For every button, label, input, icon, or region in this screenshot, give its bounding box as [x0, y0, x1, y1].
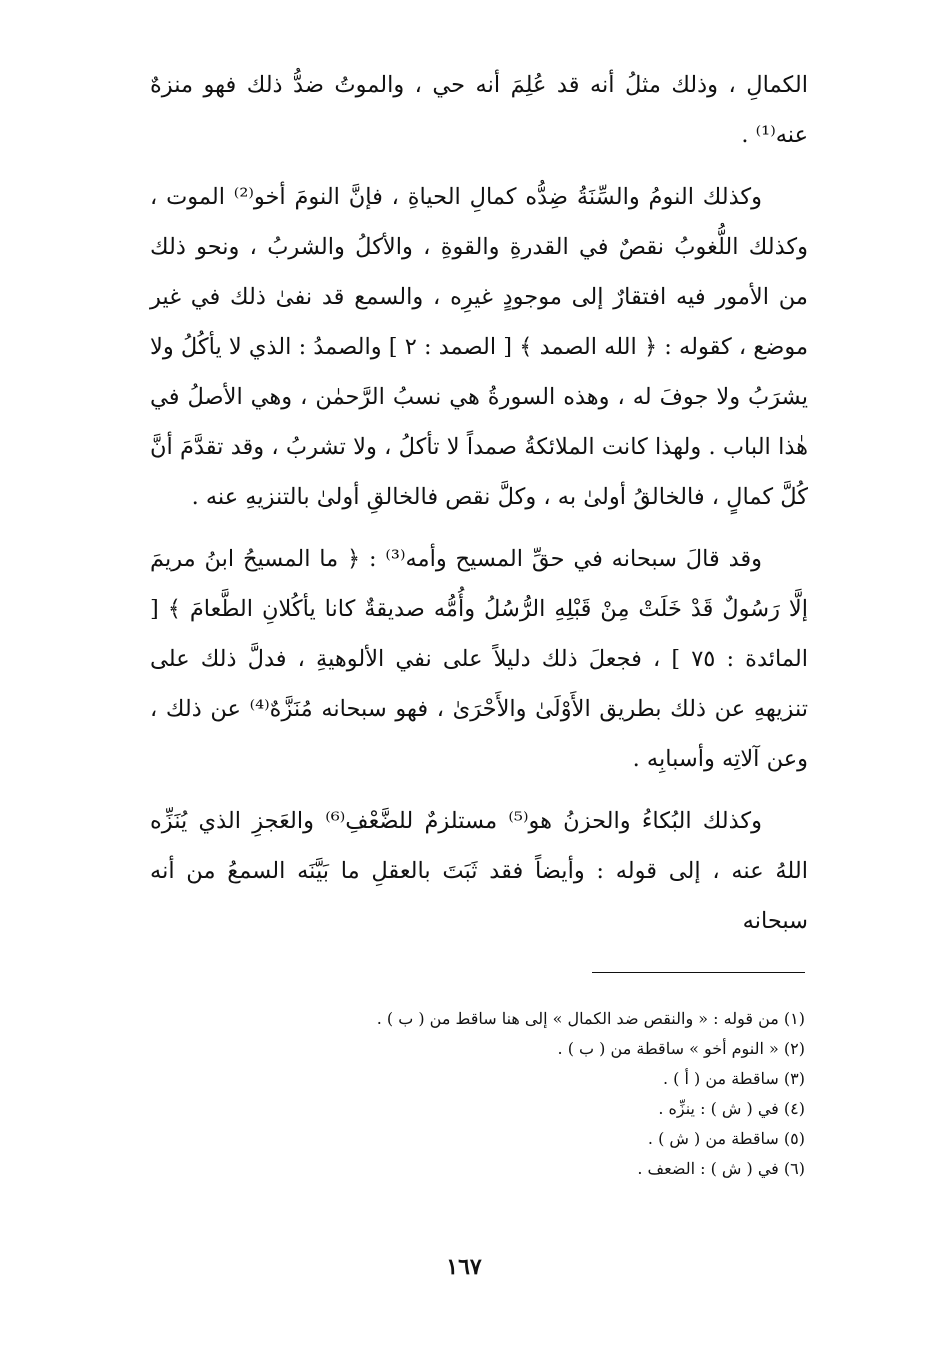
footnote-item: (٥) ساقطة من ( ش ) . [647, 1129, 805, 1148]
footnote-item: (٢) « النوم أخو » ساقطة من ( ب ) . [557, 1039, 805, 1058]
main-text-body [150, 60, 808, 946]
footnote-separator [592, 972, 805, 973]
paragraph-sleep-slumber: وكذلك النومُ والسِّنَةُ ضِدُّه كمالِ الحياةِ ، فإنَّ النومَ أخو⁽²⁾ الموت ، وكذلك اللُّغوبُ نقصٌ في القدرةِ والقوةِ ، والأكلُ والشربُ ، ونحو ذلك من الأمور فيه افتقارٌ إلى موجودٍ غيرِه ، والسمع قد نفىٰ ذلك في غير موضع ، كقوله : ﴿ الله الصمد ﴾ [ الصمد : ٢ ] والصمدُ : الذي لا يأكُلُ ولا يشرَبُ ولا جوفَ له ، وهذه السورةُ هي نسبُ الرَّحمٰن ، وهي الأصلُ في هٰذا الباب . ولهذا كانت الملائكةُ صمداً لا تأكلُ ، ولا تشربُ ، وقد تقدَّمَ أنَّ كُلَّ كمالٍ ، فالخالقُ أولىٰ به ، وكلَّ نقص فالخالقِ أولىٰ بالتنزيهِ عنه . [150, 184, 808, 510]
footnote-item: (١) من قوله : « والنقص ضد الكمال » إلى هنا ساقط من ( ب ) . [376, 1009, 805, 1028]
paragraph-continuation: الكمالِ ، وذلك مثلُ أنه قد عُلِمَ أنه حي ، والموتُ ضدُّ ذلك فهو منزهٌ عنه⁽¹⁾ . [150, 72, 808, 148]
footnote-item: (٦) في ( ش ) : الضعف . [637, 1159, 805, 1178]
footnotes-list [205, 1004, 805, 1184]
footnote-item: (٣) ساقطة من ( أ ) . [663, 1069, 805, 1088]
paragraph-messiah-verse: وقد قالَ سبحانه في حقِّ المسيح وأمه⁽³⁾ : ﴿ ما المسيحُ ابنُ مريمَ إلَّا رَسُولٌ قَدْ خَلَتْ مِنْ قَبْلِهِ الرُّسُلُ وأُمُّه صديقةٌ كانا يأكُلانِ الطَّعامَ ﴾ [ المائدة : ٧٥ ] ، فجعلَ ذلك دليلاً على نفي الألوهيةِ ، فدلَّ ذلك على تنزيههِ عن ذلك بطريق الأَوْلَىٰ والأَحْرَىٰ ، فهو سبحانه مُنَزَّهٌ⁽⁴⁾ عن ذلك ، وعن آلاتِه وأسبابِه . [150, 546, 808, 772]
footnote-item: (٤) في ( ش ) : ينزِّه . [658, 1099, 805, 1118]
page-number: ١٦٧ [446, 1254, 482, 1280]
paragraph-weeping-sorrow: وكذلك البُكاءُ والحزنُ هو⁽⁵⁾ مستلزمٌ للضَّعْفِ⁽⁶⁾ والعَجزِ الذي يُنَزِّه اللهُ عنه ، إلى قوله : وأيضاً فقد ثَبَتَ بالعقلِ ما بَيَّنَه السمعُ من أنه سبحانه [150, 808, 808, 934]
